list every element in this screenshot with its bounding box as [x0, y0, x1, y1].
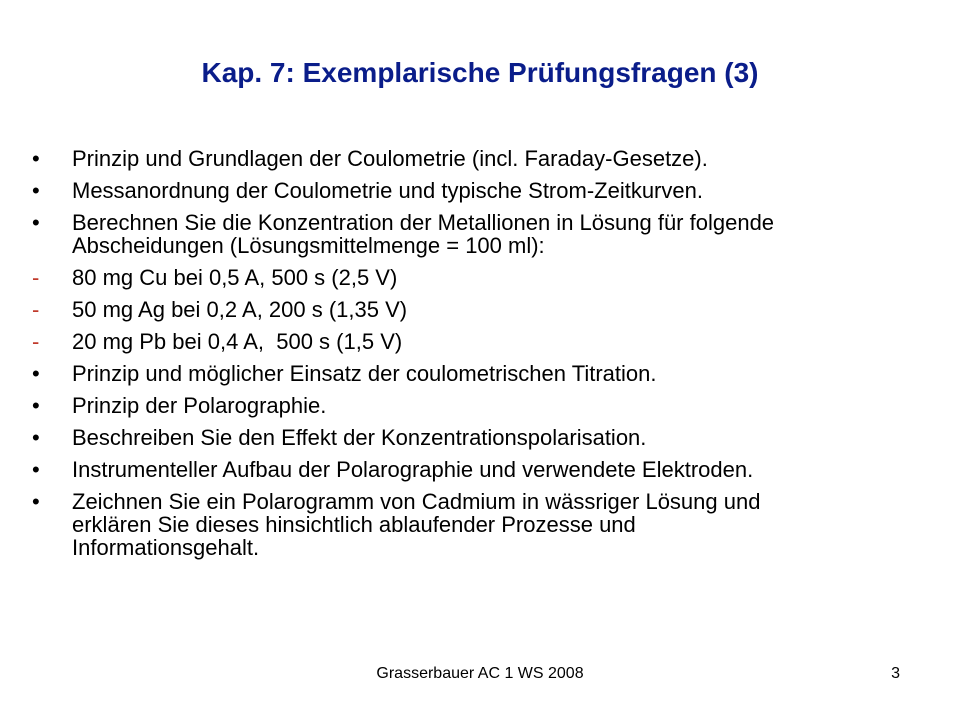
list-item — [32, 211, 932, 257]
list-item — [32, 490, 932, 559]
bullet-list — [32, 147, 932, 568]
item-text: 50 mg Ag bei 0,2 A, 200 s (1,35 V) — [72, 297, 408, 322]
page-number: 3 — [891, 665, 900, 682]
item-text: Prinzip und möglicher Einsatz der coulometrischen Titration. — [72, 361, 657, 386]
list-item — [32, 458, 932, 481]
list-item — [32, 147, 932, 170]
bullet-marker: • — [32, 146, 40, 171]
bullet-marker: • — [32, 178, 40, 203]
bullet-marker: • — [32, 489, 40, 514]
bullet-marker: • — [32, 393, 40, 418]
item-text: 80 mg Cu bei 0,5 A, 500 s (2,5 V) — [72, 265, 398, 290]
slide-title: Kap. 7: Exemplarische Prüfungsfragen (3) — [201, 57, 759, 88]
sub-list-item — [32, 266, 932, 289]
bullet-marker: • — [32, 361, 40, 386]
item-text: Beschreiben Sie den Effekt der Konzentrationspolarisation. — [72, 425, 647, 450]
bullet-marker: • — [32, 210, 40, 235]
item-text: 20 mg Pb bei 0,4 A, 500 s (1,5 V) — [72, 329, 403, 354]
sub-list-item — [32, 330, 932, 353]
item-text: Instrumenteller Aufbau der Polarographie und verwendete Elektroden. — [72, 457, 754, 482]
dash-marker: - — [32, 265, 40, 290]
item-text: Prinzip der Polarographie. — [72, 393, 327, 418]
list-item — [32, 426, 932, 449]
list-item — [32, 362, 932, 385]
dash-marker: - — [32, 297, 40, 322]
item-text: Berechnen Sie die Konzentration der Metallionen in Lösung für folgende Abscheidungen (Lösungsmittelmenge = 100 ml): — [72, 210, 775, 258]
list-item — [32, 179, 932, 202]
list-item — [32, 394, 932, 417]
item-text: Messanordnung der Coulometrie und typische Strom-Zeitkurven. — [72, 178, 703, 203]
bullet-marker: • — [32, 425, 40, 450]
sub-list-item — [32, 298, 932, 321]
bullet-marker: • — [32, 457, 40, 482]
dash-marker: - — [32, 329, 40, 354]
footer-text: Grasserbauer AC 1 WS 2008 — [376, 665, 584, 682]
item-text: Zeichnen Sie ein Polarogramm von Cadmium in wässriger Lösung und erklären Sie dieses hinsichtlich ablaufender Prozesse und Informationsgehalt. — [72, 489, 761, 560]
item-text: Prinzip und Grundlagen der Coulometrie (incl. Faraday-Gesetze). — [72, 146, 708, 171]
